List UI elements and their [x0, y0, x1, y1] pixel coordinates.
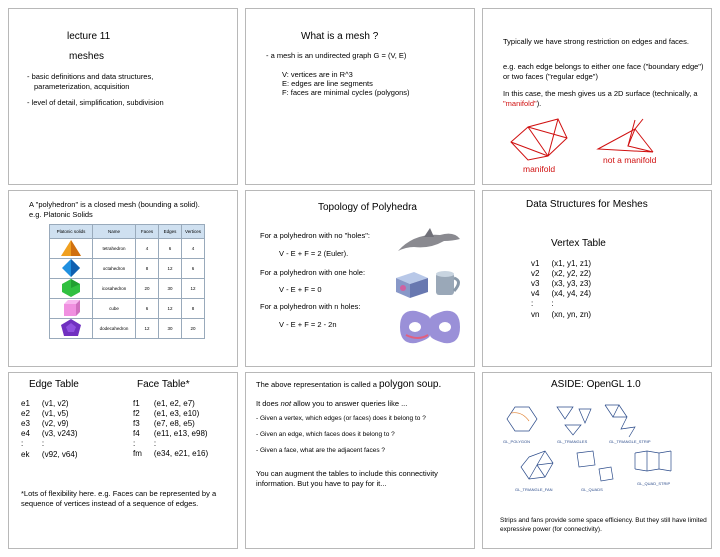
slide-title: ASIDE: OpenGL 1.0 — [551, 379, 641, 390]
label-gl-quads: GL_QUADS — [581, 487, 603, 492]
cell: (e11, e13, e98) — [153, 429, 208, 438]
cell: f3 — [133, 419, 140, 428]
cell: 12 — [159, 259, 182, 279]
table-row — [531, 310, 603, 320]
cell: tetrahedron — [93, 239, 136, 259]
label-manifold: manifold — [523, 164, 556, 174]
paragraph: You can augment the tables to include this connectivity information. But you have to pay for it... — [256, 469, 438, 488]
table-row — [21, 419, 89, 429]
cell: 8 — [182, 299, 205, 319]
cell: 12 — [182, 279, 205, 299]
cell: (v3, v243) — [41, 429, 78, 438]
paragraph: Typically we have strong restriction on edges and faces. — [503, 37, 689, 46]
table-row — [133, 399, 220, 409]
cell: (e1, e2, e7) — [153, 399, 195, 408]
bullet-cont: parameterization, acquisition — [34, 82, 130, 91]
cell: vn — [531, 310, 540, 319]
cell: f1 — [133, 399, 140, 408]
cell: 30 — [159, 319, 182, 339]
label-gl-triangles: GL_TRIANGLES — [557, 439, 588, 444]
cell: (x1, y1, z1) — [551, 259, 592, 268]
cell: (v1, v2) — [41, 399, 69, 408]
cell: : — [551, 299, 554, 308]
cell: v2 — [531, 269, 540, 278]
formula: V - E + F = 0 — [279, 285, 322, 294]
cell: (x3, y3, z3) — [551, 279, 592, 288]
edge-table — [21, 399, 89, 460]
col-header: Edges — [159, 225, 182, 239]
cell: : — [153, 439, 157, 448]
formula: V - E + F = 2 (Euler). — [279, 249, 349, 258]
face-table — [133, 399, 220, 459]
paragraph: For a polyhedron with n holes: — [260, 302, 361, 311]
footnote: *Lots of flexibility here. e.g. Faces can be represented by a sequence of vertices instead of a sequence of edges. — [21, 489, 217, 508]
cell: (x4, y4, z4) — [551, 289, 592, 298]
table-row — [133, 449, 220, 459]
slide-what-is-mesh — [245, 8, 475, 185]
edge-table-title: Edge Table — [29, 379, 79, 390]
table-row — [531, 289, 603, 299]
tetrahedron-icon — [59, 239, 83, 257]
cell: v1 — [531, 259, 540, 268]
slide-vertex-table — [482, 190, 712, 367]
label-gl-quad-strip: GL_QUAD_STRIP — [637, 481, 671, 486]
cell: e2 — [21, 409, 30, 418]
footer-note: Strips and fans provide some space efficiency. But they still have limited expressive power (for connectivity). — [500, 517, 707, 533]
table-row — [50, 259, 205, 279]
bullet: - basic definitions and data structures, — [27, 72, 154, 81]
edges-def: E: edges are line segments — [282, 79, 373, 88]
dolphin-image — [394, 225, 464, 259]
table-row — [21, 409, 89, 419]
table-row — [531, 299, 603, 309]
cell: ek — [21, 450, 30, 459]
cell: fm — [133, 449, 142, 458]
table-row — [531, 269, 603, 279]
cell: 8 — [136, 259, 159, 279]
table-row — [133, 409, 220, 419]
col-header: Platonic solids — [50, 225, 93, 239]
slide-title: Data Structures for Meshes — [526, 199, 648, 210]
label-gl-triangle-strip: GL_TRIANGLE_STRIP — [609, 439, 651, 444]
cell: dodecahedron — [93, 319, 136, 339]
octahedron-icon — [59, 259, 83, 277]
manifold-diagram — [483, 114, 712, 184]
cell: icosahedron — [93, 279, 136, 299]
table-row — [21, 429, 89, 439]
cell: : — [133, 439, 136, 448]
mug-image — [432, 269, 466, 299]
cell: 4 — [136, 239, 159, 259]
cell: 20 — [182, 319, 205, 339]
cell: 6 — [182, 259, 205, 279]
query: - Given an edge, which faces does it belong to ? — [256, 431, 395, 438]
cell: 6 — [159, 239, 182, 259]
cell: 4 — [182, 239, 205, 259]
table-row — [531, 259, 603, 269]
cube-with-hole-image — [394, 268, 430, 300]
slide-subtitle: meshes — [69, 51, 105, 62]
table-row — [133, 419, 220, 429]
cell: f4 — [133, 429, 140, 438]
paragraph: For a polyhedron with no "holes": — [260, 231, 370, 240]
cell: (e1, e3, e10) — [153, 409, 200, 418]
slide-lecture-title — [8, 8, 238, 185]
mesh-definition: - a mesh is an undirected graph G = (V, E) — [266, 51, 407, 60]
col-header: Name — [93, 225, 136, 239]
cell: : — [531, 299, 534, 308]
cell: octahedron — [93, 259, 136, 279]
table-row — [21, 450, 89, 460]
table-row — [531, 279, 603, 289]
paragraph: It does not allow you to answer queries like ... — [256, 399, 408, 408]
slide-title: What is a mesh ? — [301, 31, 379, 42]
faces-def: F: faces are minimal cycles (polygons) — [282, 88, 410, 97]
cell: e3 — [21, 419, 30, 428]
cell: (xn, yn, zn) — [551, 310, 592, 319]
bullet: - level of detail, simplification, subdivision — [27, 98, 164, 107]
col-header: Faces — [136, 225, 159, 239]
table-row — [50, 299, 205, 319]
paragraph: e.g. each edge belongs to either one face ("boundary edge") or two faces ("regular edge") — [503, 62, 704, 81]
query: - Given a face, what are the adjacent faces ? — [256, 447, 385, 454]
paragraph: The above representation is called a polygon soup. — [256, 379, 442, 390]
cell: (e34, e21, e16) — [153, 449, 209, 458]
double-torus-image — [398, 305, 462, 347]
slide-manifold — [482, 8, 712, 185]
paragraph: A "polyhedron" is a closed mesh (bounding a solid). e.g. Platonic Solids — [29, 200, 200, 219]
cell: (v2, v9) — [41, 419, 69, 428]
icosahedron-icon — [59, 279, 83, 297]
slide-topology — [245, 190, 475, 367]
face-table-title: Face Table* — [137, 379, 190, 390]
cell: 12 — [136, 319, 159, 339]
platonic-solids-table — [49, 224, 205, 339]
label-gl-polygon: GL_POLYGON — [503, 439, 531, 444]
slide-polyhedron — [8, 190, 238, 367]
slide-title: Topology of Polyhedra — [318, 202, 417, 213]
cell: (e7, e8, e5) — [153, 419, 195, 428]
table-row — [21, 399, 89, 409]
cell: : — [41, 439, 45, 448]
label-not-manifold: not a manifold — [603, 155, 657, 165]
table-row — [50, 239, 205, 259]
cell: (x2, y2, z2) — [551, 269, 592, 278]
label-gl-triangle-fan: GL_TRIANGLE_FAN — [515, 487, 553, 492]
table-row — [50, 319, 205, 339]
cell: (v1, v5) — [41, 409, 69, 418]
table-row — [21, 439, 89, 449]
opengl-primitives-diagram — [495, 397, 705, 505]
table-title: Vertex Table — [551, 238, 606, 249]
cell: e4 — [21, 429, 30, 438]
table-row — [50, 279, 205, 299]
table-row — [133, 429, 220, 439]
cell: e1 — [21, 399, 30, 408]
vertex-table — [531, 259, 603, 320]
slide-title: lecture 11 — [67, 31, 111, 42]
cell: (v92, v64) — [41, 450, 78, 459]
cell: 6 — [136, 299, 159, 319]
slide-edge-face-table — [8, 372, 238, 549]
col-header: Vertices — [182, 225, 205, 239]
paragraph: In this case, the mesh gives us a 2D surface (technically, a "manifold"). — [503, 89, 698, 108]
cube-icon — [59, 299, 83, 317]
slide-opengl — [482, 372, 712, 549]
formula: V - E + F = 2 - 2n — [279, 320, 337, 329]
cell: v4 — [531, 289, 540, 298]
cell: 20 — [136, 279, 159, 299]
table-row — [133, 439, 220, 449]
cell: : — [21, 439, 24, 448]
cell: cube — [93, 299, 136, 319]
query: - Given a vertex, which edges (or faces) does it belong to ? — [256, 415, 426, 422]
dodecahedron-icon — [59, 319, 83, 337]
cell: v3 — [531, 279, 540, 288]
cell: 12 — [159, 299, 182, 319]
cell: 30 — [159, 279, 182, 299]
vertices-def: V: vertices are in R^3 — [282, 70, 353, 79]
cell: f2 — [133, 409, 140, 418]
paragraph: For a polyhedron with one hole: — [260, 268, 366, 277]
slide-polygon-soup — [245, 372, 475, 549]
